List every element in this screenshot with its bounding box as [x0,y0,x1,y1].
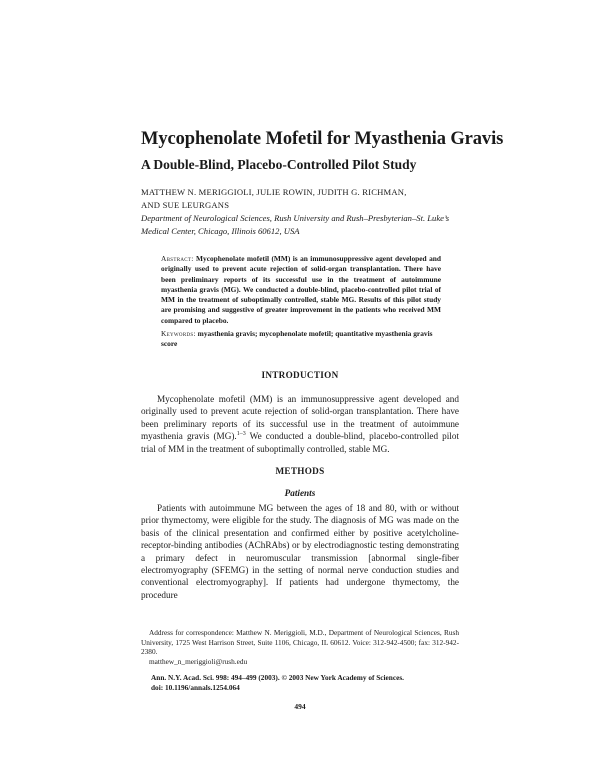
keywords [161,329,441,350]
introduction-paragraph [141,393,459,455]
abstract-text: Mycophenolate mofetil (MM) is an immunosuppressive agent developed and originally used to prevent acute rejection of solid-organ transplantation. There have been preliminary reports of its successful use in the treatment of autoimmune myasthenia gravis (MG). We conducted a double-blind, placebo-controlled pilot trial of MM in the treatment of suboptimally controlled, stable MG. Results of this pilot study are promising and suggestive of greater improvement in the patients who received MM compared to placebo. [161,254,441,325]
footnote-text: Address for correspondence: Matthew N. Meriggioli, M.D., Department of Neurological Sciences, Rush University, 1725 West Harrison Street, Suite 1106, Chicago, IL 60612. Voice: 312-942-4500; fax: 312-942-2380. [141,628,459,657]
authors-line-1: MATTHEW N. MERIGGIOLI, JULIE ROWIN, JUDITH G. RICHMAN, [141,187,407,197]
article-subtitle: A Double-Blind, Placebo-Controlled Pilot Study [141,157,417,172]
introduction-text-continued: We conducted a double-blind, placebo-controlled pilot trial of MM in the treatment of suboptimally controlled, stable MG. [141,431,460,454]
correspondence-footnote [141,628,459,666]
page-number: 494 [294,702,306,711]
footnote-email: matthew_n_meriggioli@rush.edu [149,656,248,666]
methods-heading: METHODS [275,466,325,476]
reference-marker: 1–3 [236,431,246,438]
abstract-label: Abstract: [161,254,194,263]
author-list [141,186,459,212]
patients-subheading: Patients [284,488,316,498]
citation-block [151,673,459,693]
introduction-text: Mycophenolate mofetil (MM) is an immunosuppressive agent developed and originally used to prevent acute rejection of solid-organ transplantation. There have been preliminary reports of its successful use in the treatment of autoimmune myasthenia gravis (MG). [141,394,459,442]
article-title: Mycophenolate Mofetil for Myasthenia Gravis [141,129,504,149]
keywords-text: myasthenia gravis; mycophenolate mofetil; quantitative myasthenia gravis score [161,329,433,349]
citation-doi: doi: 10.1196/annals.1254.064 [151,682,240,692]
keywords-label: Keywords: [161,329,196,338]
authors-line-2: AND SUE LEURGANS [141,200,230,210]
citation-line-1: Ann. N.Y. Acad. Sci. 998: 494–499 (2003). © 2003 New York Academy of Sciences. [151,673,404,682]
author-affiliation: Department of Neurological Sciences, Rush University and Rush–Presbyterian–St. Luke’s Medical Center, Chicago, Illinois 60612, USA [141,213,450,236]
methods-paragraph: Patients with autoimmune MG between the ages of 18 and 80, with or without prior thymectomy, were eligible for the study. The diagnosis of MG was made on the basis of the clinical presentation and confirmed either by positive acetylcholine-receptor-binding antibodies (AChRAbs) or by electrodiagnostic testing demonstrating a primary defect in neuromuscular transmission [abnormal single-fiber electromyography (SFEMG) in the setting of normal nerve conduction studies and conventional electromyography]. If patients had undergone thymectomy, the procedure [141,503,459,600]
abstract [161,254,441,326]
introduction-heading: INTRODUCTION [261,370,339,380]
